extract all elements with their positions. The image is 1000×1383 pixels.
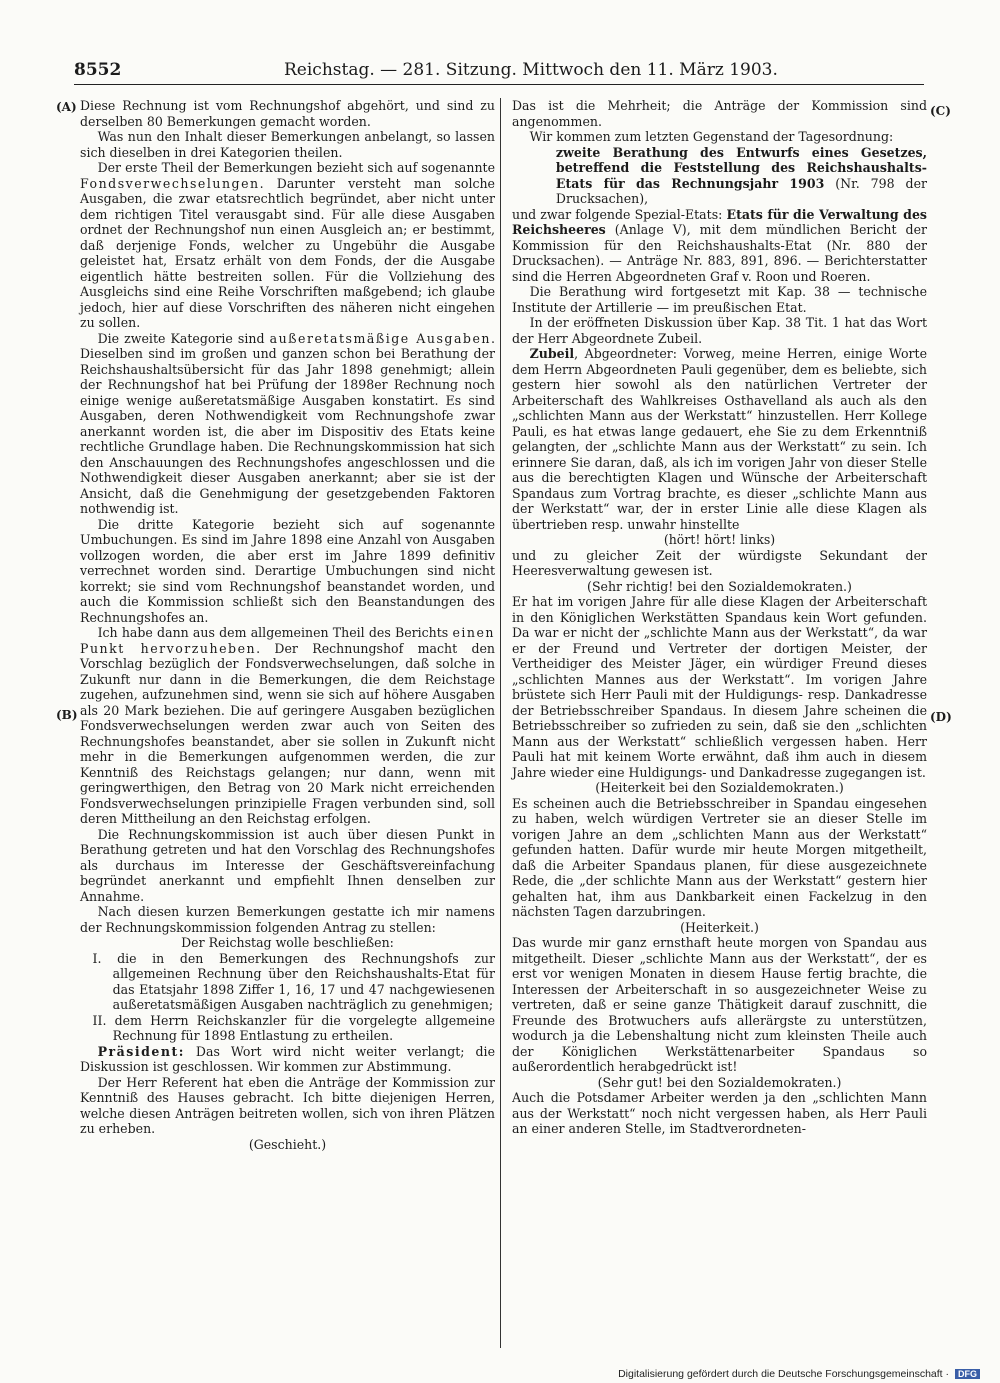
- credit-text: Digitalisierung gefördert durch die Deutsche Forschungsgemeinschaft ·: [618, 1368, 949, 1380]
- paragraph: Ich habe dann aus dem allgemeinen Theil des Berichts einen Punkt hervorzuheben. Der Rechnungshof macht den Vorschlag bezüglich der Fondsverwechselungen, daß solche in Zukunft nur dann in die Bemerkungen, die dem Reichstage zugehen, aufzunehmen sind, wenn sie sich auf höhere Ausgaben als 20 Mark beziehen. Die auf geringere Ausgaben bezüglichen Fondsverwechselungen werden zwar auch von Seiten des Rechnungshofes beanstandet, aber sie sollen in Zukunft nicht mehr in die Bemerkungen aufgenommen werden, die zur Kenntniß des Reichstags gelangen; nur dann, wenn mit geringwerthigen, den Betrag von 20 Mark nicht erreichenden Fondsverwechselungen prinzipielle Fragen verbunden sind, soll deren Mittheilung an den Reichstag erfolgen.: [80, 625, 495, 826]
- paragraph: Nach diesen kurzen Bemerkungen gestatte ich mir namens der Rechnungskommission folgenden Antrag zu stellen:: [80, 904, 495, 935]
- paragraph: Präsident: Das Wort wird nicht weiter verlangt; die Diskussion ist geschlossen. Wir kommen zur Abstimmung.: [80, 1043, 495, 1074]
- paragraph: Das ist die Mehrheit; die Anträge der Kommission sind angenommen.: [512, 98, 927, 129]
- paragraph: Die zweite Kategorie sind außeretatsmäßige Ausgaben. Dieselben sind im großen und ganzen schon bei Berathung der Reichshaushaltsübersicht für das Jahr 1898 genehmigt; allein der Rechnungshof hat bei Prüfung der 1898er Rechnung noch einige wenige außeretatsmäßige Ausgaben konstatirt. Es sind Ausgaben, deren Nothwendigkeit vom Rechnungshofe zwar anerkannt worden ist, die aber im Dispositiv des Etats keine rechtliche Grundlage haben. Die Rechnungskommission hat sich den Anschauungen des Rechnungshofes angeschlossen und die Nothwendigkeit dieser Ausgaben anerkannt; aber sie ist der Ansicht, daß die Genehmigung der gesetzgebenden Faktoren nothwendig ist.: [80, 330, 495, 516]
- paragraph: und zwar folgende Spezial-Etats: Etats für die Verwaltung des Reichsheeres (Anlage V), mit dem mündlichen Bericht der Kommission für den Reichshaushalts-Etat (Nr. 880 der Drucksachen). — Anträge Nr. 883, 891, 896. — Berichterstatter sind die Herren Abgeordneten Graf v. Roon und Roeren.: [512, 206, 927, 284]
- digitization-credit: [618, 1368, 980, 1380]
- margin-marker-c: (C): [930, 104, 951, 118]
- dfg-logo: DFG: [955, 1369, 980, 1379]
- margin-marker-d: (D): [930, 710, 952, 724]
- speaker-label: Zubeil: [529, 346, 575, 361]
- page-number: 8552: [74, 60, 122, 80]
- emphasis: außeretatsmäßige Ausgaben: [269, 330, 491, 346]
- left-column: [80, 98, 495, 1152]
- paragraph: Zubeil, Abgeordneter: Vorweg, meine Herren, einige Worte dem Herrn Abgeordneten Pauli gegenüber, dem es beliebte, sich gestern hier sowohl als den natürlichen Vertreter der Arbeiterschaft des Wahlkreises Osthavelland als auch als den „schlichten Mann aus der Werkstatt“ hinzustellen. Herr Kollege Pauli, es hat etwas lange gedauert, ehe Sie zu dem Erkenntniß gelangten, der „schlichte Mann aus der Werkstatt“ zu sein. Ich erinnere Sie daran, daß, als ich im vorigen Jahr von dieser Stelle aus die berechtigten Klagen und Wünsche der Arbeiterschaft Spandaus zum Vortrag brachte, es dieser „schlichte Mann aus der Werkstatt“ war, der in erster Linie alle diese Klagen als übertrieben resp. unwahr hinstellte: [512, 346, 927, 532]
- page-running-title: Reichstag. — 281. Sitzung. Mittwoch den 11. März 1903.: [284, 60, 778, 80]
- stage-direction: (Geschieht.): [248, 1136, 327, 1152]
- paragraph: Wir kommen zum letzten Gegenstand der Tagesordnung:: [529, 129, 894, 144]
- emphasis: einen Punkt hervorzuheben: [80, 625, 495, 656]
- paragraph: Die Rechnungskommission ist auch über diesen Punkt in Berathung getreten und hat den Vorschlag des Rechnungshofes als durchaus im Interesse der Geschäftsvereinfachung begründet anerkannt und empfiehlt Ihnen denselben zur Annahme.: [80, 826, 495, 904]
- paragraph: Es scheinen auch die Betriebsschreiber in Spandau eingesehen zu haben, welch würdigen Vertreter sie an dieser Stelle im vorigen Jahre an dem „schlichten Mann aus der Werkstatt“ gefunden hatten. Dafür wurde mir heute Morgen mitgetheilt, daß die Arbeiter Spandaus planen, für diese ausgezeichnete Rede, die „der schlichte Mann aus der Werkstatt“ gestern hier gehalten hat, ihm aus Dankbarkeit einen Fackelzug in den nächsten Tagen darzubringen.: [512, 795, 927, 919]
- paragraph: Das wurde mir ganz ernsthaft heute morgen von Spandau aus mitgetheilt. Dieser „schlichte Mann aus der Werkstatt“, der es erst vor wenigen Monaten in diesem Hause fertig brachte, die Interessen der Arbeiterschaft in so ausgezeichneter Weise zu vertreten, daß er seine ganze Thätigkeit darauf zuschnitt, die Freunde des Brotwuchers aufs allerärgste zu unterstützen, wodurch ja die Lebenshaltung nicht zum kleinsten Theile auch der Königlichen Werkstättenarbeiter Spandaus so außerordentlich herabgedrückt ist!: [512, 935, 927, 1074]
- agenda-item: zweite Berathung des Entwurfs eines Gesetzes, betreffend die Feststellung des Reichshaushalts-Etats für das Rechnungsjahr 1903 (Nr. 798 der Drucksachen),: [555, 144, 927, 206]
- paragraph: Was nun den Inhalt dieser Bemerkungen anbelangt, so lassen sich dieselben in drei Kategorien theilen.: [80, 129, 495, 160]
- speaker-label: Präsident:: [97, 1043, 185, 1059]
- paragraph: Diese Rechnung ist vom Rechnungshof abgehört, und sind zu derselben 80 Bemerkungen gemacht worden.: [80, 98, 495, 129]
- right-column: [512, 98, 927, 1137]
- interjection: (hört! hört! links): [663, 532, 776, 547]
- paragraph: Er hat im vorigen Jahre für alle diese Klagen der Arbeiterschaft in den Königlichen Werkstätten Spandaus kein Wort gefunden. Da war er nicht der „schlichte Mann aus der Werkstatt“, da war er der Freund und Vertreter der dortigen Meister, der Vertheidiger des Meister Jäger, ein würdiger Freund dieses „schlichten Mannes aus der Werkstatt“. Im vorigen Jahre brüstete sich Herr Pauli mit der Huldigungs- resp. Dankadresse der Betriebsschreiber Spandaus. In diesem Jahre scheinen die Betriebsschreiber so zufrieden zu sein, daß sie den „schlichten Mann aus der Werkstatt“ schließlich vergessen haben. Herr Pauli hat mit keinem Worte erwähnt, daß ihm auch in diesem Jahre wieder eine Huldigungs- und Dankadresse zugegangen ist.: [512, 594, 927, 780]
- page-header: [74, 60, 924, 85]
- motion-heading: Der Reichstag wolle beschließen:: [181, 935, 394, 950]
- paragraph: Auch die Potsdamer Arbeiter werden ja den „schlichten Mann aus der Werkstatt“ noch nicht vergessen haben, als Herr Pauli an einer anderen Stelle, im Stadtverordneten-: [512, 1090, 927, 1136]
- motion-item: I. die in den Bemerkungen des Rechnungshofs zur allgemeinen Rechnung über den Reichshaushalts-Etat für das Etatsjahr 1898 Ziffer 1, 16, 17 und 47 nachgewiesenen außeretatsmäßigen Ausgaben nachträglich zu genehmigen;: [92, 950, 495, 1012]
- paragraph: Die dritte Kategorie bezieht sich auf sogenannte Umbuchungen. Es sind im Jahre 1898 eine Anzahl von Ausgaben vollzogen worden, die aber erst im Jahre 1899 definitiv verrechnet worden sind. Derartige Umbuchungen sind nicht korrekt; sie sind vom Rechnungshof beanstandet worden, und auch die Kommission schließt sich den Beanstandungen des Rechnungshofes an.: [80, 516, 495, 625]
- margin-marker-b: (B): [56, 708, 78, 722]
- emphasis: Fondsverwechselungen: [80, 175, 260, 191]
- paragraph: Der erste Theil der Bemerkungen bezieht sich auf sogenannte Fondsverwechselungen. Darunter versteht man solche Ausgaben, die zwar etatsrechtlich begründet, aber nicht unter dem richtigen Titel verausgabt sind. Für alle diese Ausgaben ordnet der Rechnungshof nun einen Ausgleich an; er bestimmt, daß derjenige Fonds, welcher zu Ungebühr die Ausgabe geleistet hat, Ersatz erhält von dem Fonds, der die Ausgabe eigentlich hätte bestreiten sollen. Für die Vollziehung des Ausgleichs sind eine Reihe Vorschriften maßgebend; ich glaube jedoch, hier auf diese Vorschriften des näheren nicht eingehen zu sollen.: [80, 160, 495, 330]
- margin-marker-a: (A): [56, 100, 77, 114]
- emphasis: Etats für die Verwaltung des Reichsheeres: [512, 206, 927, 237]
- motion-item: II. dem Herrn Reichskanzler für die vorgelegte allgemeine Rechnung für 1898 Entlastung zu ertheilen.: [92, 1012, 495, 1043]
- interjection: (Heiterkeit bei den Sozialdemokraten.): [595, 780, 844, 795]
- paragraph: und zu gleicher Zeit der würdigste Sekundant der Heeresverwaltung gewesen ist.: [512, 547, 927, 578]
- interjection: (Sehr richtig! bei den Sozialdemokraten.): [587, 578, 852, 594]
- column-divider: [500, 98, 501, 1348]
- paragraph: Der Herr Referent hat eben die Anträge der Kommission zur Kenntniß des Hauses gebracht. Ich bitte diejenigen Herren, welche diesen Anträgen beitreten wollen, sich von ihren Plätzen zu erheben.: [80, 1074, 495, 1136]
- interjection: (Sehr gut! bei den Sozialdemokraten.): [597, 1074, 842, 1090]
- interjection: (Heiterkeit.): [680, 919, 759, 935]
- paragraph: Die Berathung wird fortgesetzt mit Kap. 38 — technische Institute der Artillerie — im preußischen Etat.: [512, 284, 927, 315]
- paragraph: In der eröffneten Diskussion über Kap. 38 Tit. 1 hat das Wort der Herr Abgeordnete Zubeil.: [512, 315, 927, 346]
